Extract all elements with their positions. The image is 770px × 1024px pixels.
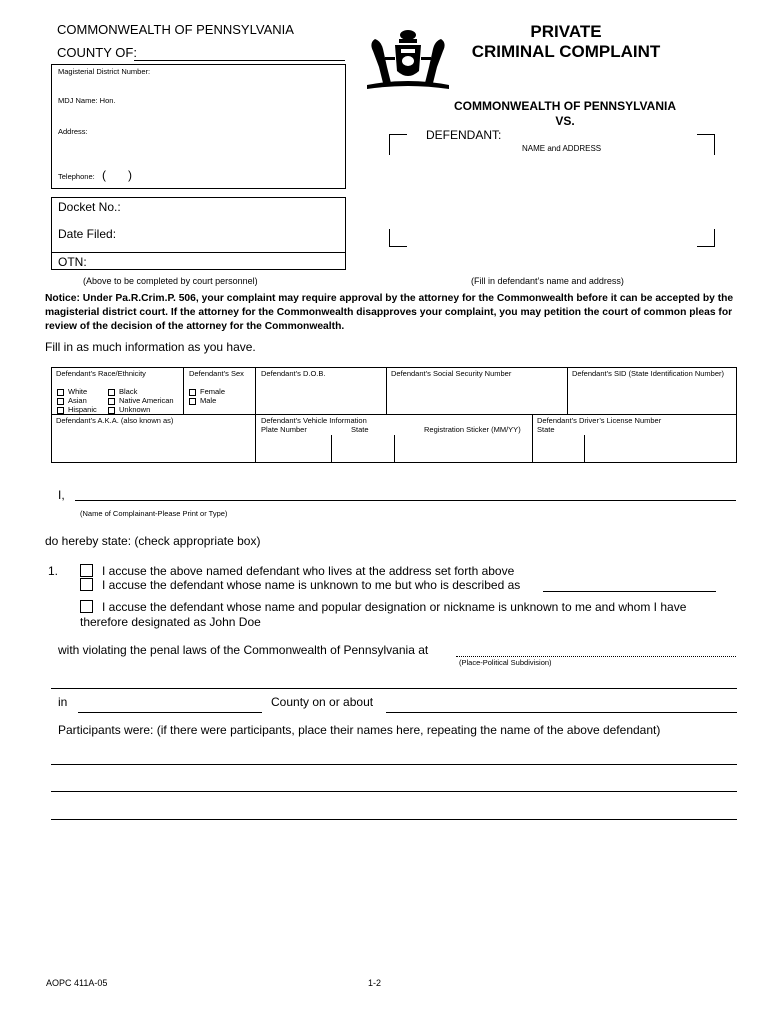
district-number-label: Magisterial District Number: xyxy=(58,67,151,76)
sex-male-checkbox[interactable] xyxy=(189,398,196,405)
option3-text-line2: therefore designated as John Doe xyxy=(80,615,261,629)
complainant-i-label: I, xyxy=(58,488,65,502)
caption-commonwealth: COMMONWEALTH OF PENNSYLVANIA xyxy=(454,99,676,113)
violating-text: with violating the penal laws of the Commonwealth of Pennsylvania at xyxy=(58,643,429,657)
option2-checkbox[interactable] xyxy=(80,578,93,591)
pennsylvania-seal xyxy=(365,27,451,93)
license-header: Defendant’s Driver’s License Number xyxy=(537,416,662,425)
sex-female-checkbox[interactable] xyxy=(189,389,196,396)
registration-label: Registration Sticker (MM/YY) xyxy=(424,425,521,434)
race-asian-checkbox[interactable] xyxy=(57,398,64,405)
ssn-header: Defendant’s Social Security Number xyxy=(391,369,512,378)
in-label: in xyxy=(58,695,68,709)
defendant-name-address-field[interactable] xyxy=(407,150,697,230)
race-unknown-checkbox[interactable] xyxy=(108,407,115,414)
race-hispanic-checkbox[interactable] xyxy=(57,407,64,414)
option1-checkbox[interactable] xyxy=(80,564,93,577)
participants-text: Participants were: (if there were participants, place their names here, repeating the name of the above defendant) xyxy=(58,723,661,737)
bracket-top-left xyxy=(389,134,407,135)
place-caption: (Place-Political Subdivision) xyxy=(459,658,552,667)
county-of-label: COUNTY OF: xyxy=(57,45,137,60)
commonwealth-heading: COMMONWEALTH OF PENNSYLVANIA xyxy=(57,22,294,37)
vehicle-header: Defendant’s Vehicle Information xyxy=(261,416,367,425)
item-number-1: 1. xyxy=(48,564,59,578)
sid-header: Defendant’s SID (State Identification Number) xyxy=(572,369,725,378)
tel-paren-open: ( xyxy=(102,168,106,182)
telephone-label: Telephone: xyxy=(58,172,95,181)
option2-description-line[interactable] xyxy=(543,591,716,592)
form-id: AOPC 411A-05 xyxy=(46,978,108,988)
option3-checkbox[interactable] xyxy=(80,600,93,613)
defendant-label: DEFENDANT: xyxy=(426,128,502,142)
complainant-name-caption: (Name of Complainant-Please Print or Type) xyxy=(80,509,228,518)
court-personnel-note: (Above to be completed by court personnel) xyxy=(83,276,258,286)
race-header: Defendant’s Race/Ethnicity xyxy=(56,369,146,378)
participants-line-1[interactable] xyxy=(51,764,737,765)
option2-text: I accuse the defendant whose name is unknown to me but who is described as xyxy=(102,578,521,592)
place-continuation-line[interactable] xyxy=(51,688,737,689)
option1-text: I accuse the above named defendant who lives at the address set forth above xyxy=(102,564,515,578)
sex-options: Female Male xyxy=(189,387,225,405)
race-white-checkbox[interactable] xyxy=(57,389,64,396)
bracket-bottom-left xyxy=(389,229,390,247)
bracket-bottom-right xyxy=(714,229,715,247)
mdj-name-label: MDJ Name: Hon. xyxy=(58,96,116,105)
fill-defendant-note: (Fill in defendant’s name and address) xyxy=(471,276,624,286)
docket-no-label: Docket No.: xyxy=(58,200,121,214)
county-on-label: County on or about xyxy=(271,695,374,709)
race-black-checkbox[interactable] xyxy=(108,389,115,396)
state-instruction: do hereby state: (check appropriate box) xyxy=(45,534,261,548)
participants-line-2[interactable] xyxy=(51,791,737,792)
place-input-line[interactable] xyxy=(456,656,736,657)
page-number: 1-2 xyxy=(368,978,382,988)
race-options: White Black Asian Native American Hispanic Unknown xyxy=(57,387,174,414)
bracket-top-right xyxy=(697,134,715,135)
sex-header: Defendant’s Sex xyxy=(189,369,244,378)
court-info-box xyxy=(51,64,346,189)
date-input-line[interactable] xyxy=(386,712,737,713)
county-of-input-line[interactable] xyxy=(134,60,345,61)
date-filed-label: Date Filed: xyxy=(58,227,117,241)
address-label: Address: xyxy=(58,127,88,136)
notice-paragraph: Notice: Under Pa.R.Crim.P. 506, your complaint may require approval by the attorney for the Commonwealth before it can be accepted by the magisterial district court. If the attorney for the Commonwealth disapproves your complaint, you may petition the court of common pleas for review of the decision of the attorney for the Commonwealth. xyxy=(45,293,734,332)
license-state-label: State xyxy=(537,425,555,434)
fill-in-instruction: Fill in as much information as you have. xyxy=(45,340,256,354)
vehicle-state-label: State xyxy=(351,425,369,434)
plate-number-label: Plate Number xyxy=(261,425,307,434)
county-input-line[interactable] xyxy=(78,712,262,713)
dob-header: Defendant’s D.O.B. xyxy=(261,369,326,378)
caption-vs: VS. xyxy=(555,114,575,128)
title-line-2: CRIMINAL COMPLAINT xyxy=(471,42,661,61)
otn-label: OTN: xyxy=(58,255,87,269)
title-line-1: PRIVATE xyxy=(530,22,602,41)
aka-header: Defendant’s A.K.A. (also known as) xyxy=(56,416,174,425)
participants-line-3[interactable] xyxy=(51,819,737,820)
complainant-name-line[interactable] xyxy=(75,500,736,501)
name-address-label: NAME and ADDRESS xyxy=(522,144,602,153)
option3-text-line1: I accuse the defendant whose name and popular designation or nickname is unknown to me and whom I have xyxy=(102,600,687,614)
tel-paren-close: ) xyxy=(128,168,132,182)
race-native-american-checkbox[interactable] xyxy=(108,398,115,405)
